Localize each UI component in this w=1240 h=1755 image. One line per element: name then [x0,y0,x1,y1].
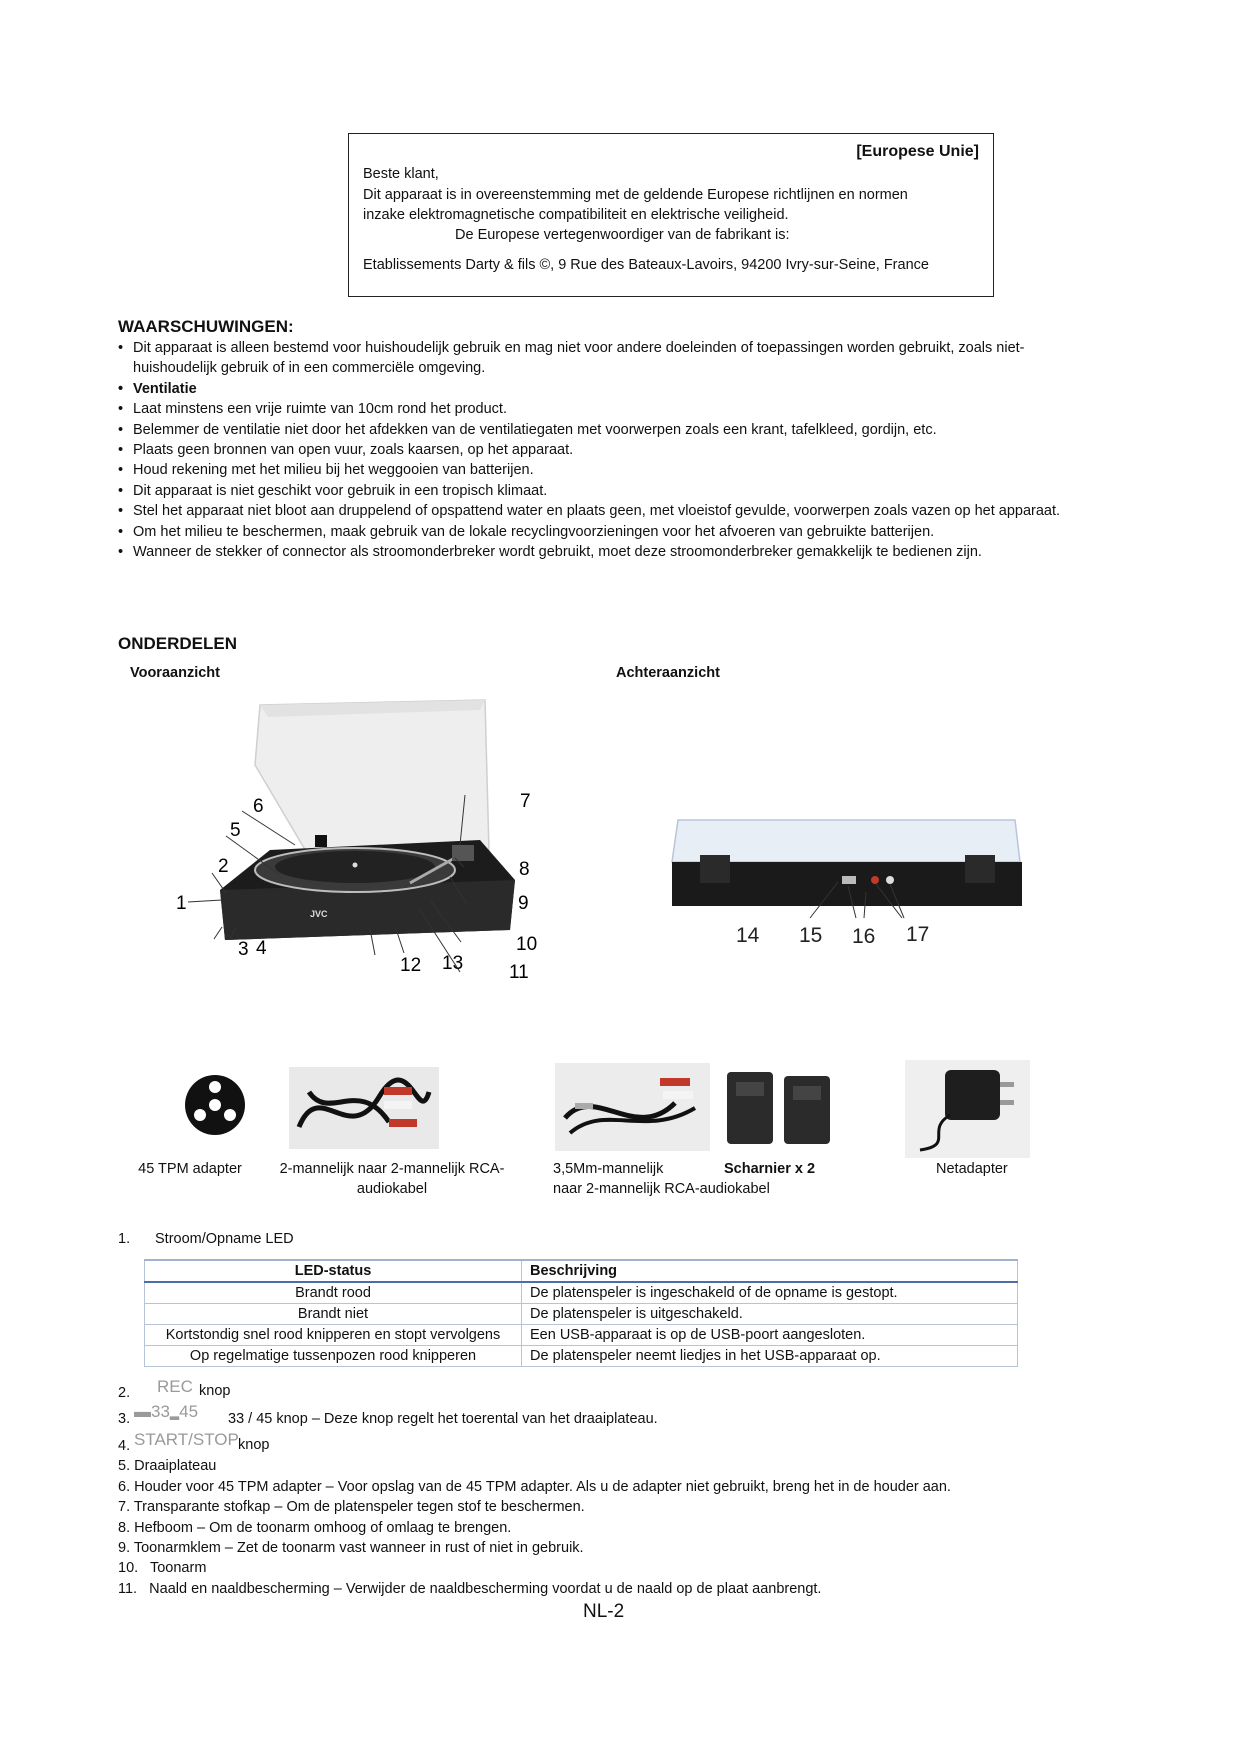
brand-logo: JVC [310,909,328,919]
rca-caption-line2: audiokabel [356,1181,428,1197]
front-num-3: 3 [238,939,249,960]
led-status-cell: Kortstondig snel rood knipperen en stopt vervolgens [145,1325,522,1346]
warning-item: • Ventilatie [118,379,1098,399]
front-view-label: Vooraanzicht [130,665,220,681]
rca-caption-line1: 2-mannelijk naar 2-mannelijk RCA- [279,1161,505,1177]
led-desc-cell: De platenspeler is uitgeschakeld. [522,1304,1018,1325]
table-row [145,1304,1018,1325]
front-num-9: 9 [518,893,529,914]
item-6: 6. Houder voor 45 TPM adapter – Voor opslag van de 45 TPM adapter. Als u de adapter niet gebruikt, breng het in de houder aan. [118,1479,951,1495]
item-4-number: 4. [118,1438,131,1454]
item-4-text: knop [238,1437,270,1453]
parts-title: ONDERDELEN [118,634,238,653]
col-header-status: LED-status [145,1260,522,1282]
eu-notice-box [348,133,994,297]
eu-line2: inzake elektromagnetische compatibiliteit en elektrische veiligheid. [363,207,789,223]
led-desc-cell: De platenspeler neemt liedjes in het USB-apparaat op. [522,1346,1018,1367]
warning-item: • Dit apparaat is niet geschikt voor gebruik in een tropisch klimaat. [118,481,1098,501]
eu-line1: Dit apparaat is in overeenstemming met de geldende Europese richtlijnen en normen [363,187,908,203]
rear-num-15: 15 [799,924,823,947]
start-stop-icon: START/STOP [134,1430,239,1449]
led-intro-text: Stroom/Opname LED [155,1231,294,1247]
front-num-6: 6 [253,796,264,817]
rca-cable-image [289,1067,439,1149]
front-num-13: 13 [442,953,464,974]
warnings-title: WAARSCHUWINGEN: [118,317,294,336]
item-8: 8. Hefboom – Om de toonarm omhoog of omlaag te brengen. [118,1520,512,1536]
item-11: 11. Naald en naaldbescherming – Verwijder de naaldbescherming voordat u de naald op de plaat aanbrengt. [118,1581,822,1597]
front-num-7: 7 [520,791,531,812]
rear-num-14: 14 [736,924,760,947]
led-status-table [144,1259,1018,1367]
eu-greeting: Beste klant, [363,166,439,182]
front-num-8: 8 [519,859,530,880]
turntable-front-illustration [160,695,580,995]
page-number: NL-2 [583,1601,625,1622]
front-num-5: 5 [230,820,241,841]
front-num-1: 1 [176,893,187,914]
jack-caption-line1: 3,5Mm-mannelijk [553,1161,664,1177]
warning-item: • Om het milieu te beschermen, maak gebruik van de lokale recyclingvoorzieningen voor het afvoeren van gebruikte batterijen. [118,522,1098,542]
power-caption: Netadapter [936,1161,1008,1177]
warning-item: • Belemmer de ventilatie niet door het afdekken van de ventilatiegaten met voorwerpen zoals een krant, tafelkleed, gordijn, etc. [118,420,1098,440]
speed-33-label: 33 [151,1402,170,1421]
rec-icon: REC [157,1377,193,1396]
rear-num-16: 16 [852,925,876,948]
jack-caption-line2: naar 2-mannelijk RCA-audiokabel [553,1181,770,1197]
item-2-number: 2. [118,1385,131,1401]
eu-heading: [Europese Unie] [856,143,979,160]
item-3-number: 3. [118,1411,131,1427]
warning-item: • Laat minstens een vrije ruimte van 10cm rond het product. [118,399,1098,419]
turntable-rear-illustration [660,800,1040,960]
front-num-4: 4 [256,938,267,959]
eu-address: Etablissements Darty & fils ©, 9 Rue des Bateaux-Lavoirs, 94200 Ivry-sur-Seine, France [363,257,929,273]
item-5: 5. Draaiplateau [118,1458,217,1474]
eu-line3: De Europese vertegenwoordiger van de fabrikant is: [455,227,790,243]
item-7: 7. Transparante stofkap – Om de platenspeler tegen stof te beschermen. [118,1499,585,1515]
front-num-11: 11 [509,962,529,983]
led-desc-cell: Een USB-apparaat is op de USB-poort aangesloten. [522,1325,1018,1346]
col-header-description: Beschrijving [522,1260,1018,1282]
adapter-caption: 45 TPM adapter [138,1161,242,1177]
table-row [145,1282,1018,1304]
led-status-cell: Op regelmatige tussenpozen rood knipperen [145,1346,522,1367]
warning-item: • Wanneer de stekker of connector als stroomonderbreker wordt gebruikt, moet deze stroomonderbreker gemakkelijk te bedienen zijn. [118,542,1098,562]
table-header-row [145,1260,1018,1282]
item-9: 9. Toonarmklem – Zet de toonarm vast wanneer in rust of niet in gebruik. [118,1540,584,1556]
hinge-image [722,1068,837,1148]
rear-view-label: Achteraanzicht [616,665,720,681]
hinge-caption: Scharnier x 2 [724,1161,816,1177]
warning-item: • Dit apparaat is alleen bestemd voor huishoudelijk gebruik en mag niet voor andere doeleinden of toepassingen worden gebruikt, zoals niet-huishoudelijk gebruik of in een commerciële omgeving. [118,338,1098,379]
front-num-10: 10 [516,934,538,955]
front-num-2: 2 [218,856,229,877]
item-10: 10. Toonarm [118,1560,207,1576]
led-status-cell: Brandt rood [145,1282,522,1304]
rear-num-17: 17 [906,923,930,946]
speed-33-icon: ▬33▂45 [134,1402,199,1421]
jack-rca-cable-image [555,1063,710,1151]
adapter-45-image [180,1070,250,1140]
warnings-list [118,338,1098,562]
warning-item: • Plaats geen bronnen van open vuur, zoals kaarsen, op het apparaat. [118,440,1098,460]
speed-45-label: 45 [179,1402,199,1421]
led-intro-number: 1. [118,1231,131,1247]
led-status-cell: Brandt niet [145,1304,522,1325]
table-row [145,1325,1018,1346]
warning-item: • Stel het apparaat niet bloot aan druppelend of opspattend water en plaats geen, met vloeistof gevulde, voorwerpen zoals vazen op het apparaat. [118,501,1098,521]
item-2-text: knop [199,1383,231,1399]
warning-item: • Houd rekening met het milieu bij het weggooien van batterijen. [118,460,1098,480]
power-adapter-image [905,1060,1030,1158]
table-row [145,1346,1018,1367]
led-desc-cell: De platenspeler is ingeschakeld of de opname is gestopt. [522,1282,1018,1304]
item-3-text: 33 / 45 knop – Deze knop regelt het toerental van het draaiplateau. [228,1411,658,1427]
front-num-12: 12 [400,955,422,976]
